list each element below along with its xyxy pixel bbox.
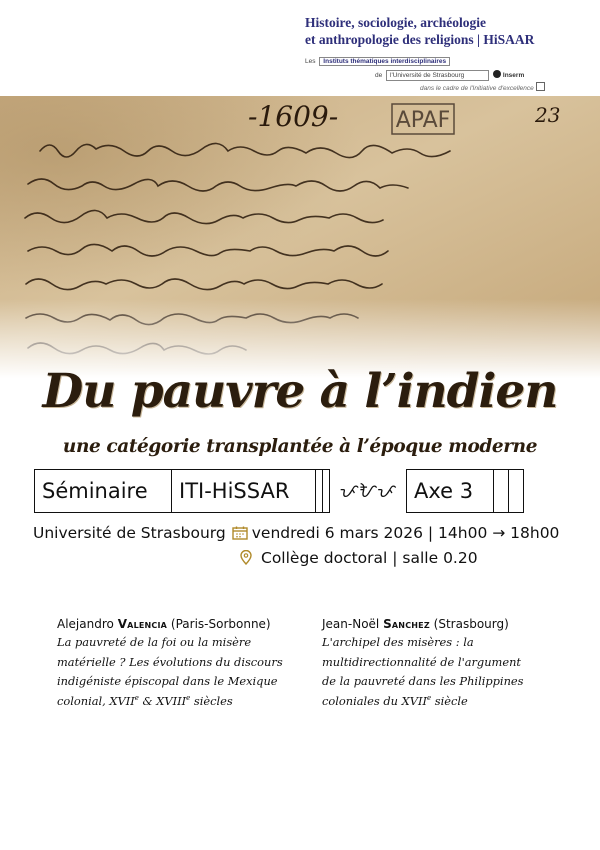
inserm-logo-text: Inserm bbox=[502, 72, 525, 79]
subtitle: une catégorie transplantée à l’époque moderne bbox=[62, 436, 538, 457]
speaker-name: Alejandro Valencia (Paris-Sorbonne) bbox=[57, 617, 271, 631]
event-line-1 bbox=[33, 524, 559, 542]
logos-line3: dans le cadre de l'Initiative d'excellence bbox=[420, 82, 545, 92]
baybayin-glyphs: ᜉᜀᜉ bbox=[339, 481, 397, 502]
calendar-icon bbox=[232, 526, 248, 540]
speaker-card bbox=[322, 616, 572, 711]
org-title-line2: et anthropologie des religions | HiSAAR bbox=[305, 32, 535, 47]
talk-title: L'archipel des misères : la multidirectionnalité de l'argument de la pauvreté dans les Philippines coloniales du XVIIe siècle bbox=[322, 635, 524, 708]
iti-logo-text: Instituts thématiques interdisciplinaires bbox=[319, 57, 450, 66]
speaker-card bbox=[57, 616, 307, 711]
header bbox=[305, 14, 585, 92]
bar-divider bbox=[323, 469, 330, 513]
bar-tail-box bbox=[509, 469, 524, 513]
logos-line1: Les Instituts thématiques interdisciplinaires bbox=[305, 57, 452, 66]
talk-title: La pauvreté de la foi ou la misère matérielle ? Les évolutions du discours indigéniste épiscopal dans le Mexique colonial, XVIIe & XVIIIe siècles bbox=[57, 635, 283, 708]
idex-logo-icon bbox=[536, 82, 545, 91]
university-logo-text: l'Université de Strasbourg bbox=[386, 70, 489, 81]
main-title: Du pauvre à l’indien bbox=[42, 364, 558, 419]
manuscript-image bbox=[0, 96, 600, 378]
cnrs-logo-icon bbox=[493, 70, 501, 78]
axe-label: Axe 3 bbox=[406, 469, 494, 513]
location-pin-icon bbox=[240, 550, 252, 565]
bar-tail-box bbox=[494, 469, 509, 513]
org-title-line1: Histoire, sociologie, archéologie bbox=[305, 15, 486, 30]
university-name: Université de Strasbourg bbox=[33, 524, 226, 542]
iti-label: ITI-HiSSAR bbox=[172, 469, 316, 513]
seminar-label: Séminaire bbox=[34, 469, 172, 513]
speaker-name: Jean-Noël Sanchez (Strasbourg) bbox=[322, 617, 509, 631]
event-place: Collège doctoral | salle 0.20 bbox=[261, 549, 478, 567]
bar-divider bbox=[316, 469, 323, 513]
event-line-2 bbox=[240, 549, 478, 567]
event-date-time: vendredi 6 mars 2026 | 14h00 → 18h00 bbox=[251, 524, 560, 542]
seminar-bar bbox=[34, 469, 524, 513]
logos-line2: de l'Université de Strasbourg Inserm bbox=[375, 72, 525, 79]
